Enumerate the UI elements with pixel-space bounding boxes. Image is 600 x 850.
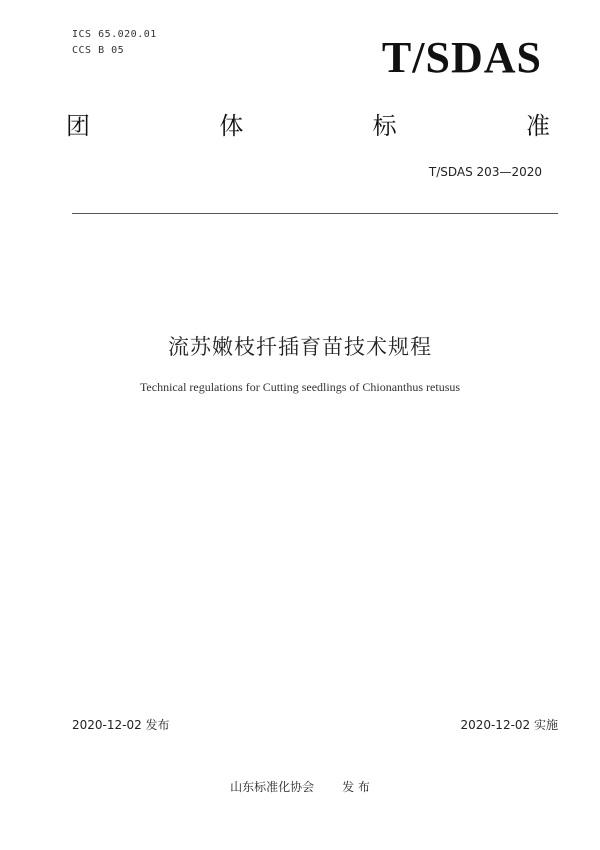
implement-date: 2020-12-02 实施 bbox=[460, 718, 558, 732]
publish-date: 2020-12-02 发布 bbox=[72, 718, 170, 732]
standard-type-char: 体 bbox=[219, 112, 244, 140]
standard-logo: T/SDAS bbox=[381, 33, 542, 82]
issuer-name: 山东标准化协会 bbox=[230, 780, 315, 794]
ccs-code: CCS B 05 bbox=[72, 45, 125, 56]
standard-type-char: 准 bbox=[525, 112, 550, 140]
issue-action: 发 布 bbox=[342, 780, 370, 794]
standard-type-char: 标 bbox=[372, 112, 397, 140]
title-english: Technical regulations for Cutting seedlings of Chionanthus retusus bbox=[139, 380, 461, 394]
header-divider bbox=[72, 213, 558, 214]
standard-type-char: 团 bbox=[66, 112, 90, 140]
issuer-line bbox=[0, 778, 600, 795]
document-number: T/SDAS 203—2020 bbox=[428, 165, 542, 179]
title-chinese: 流苏嫩枝扦插育苗技术规程 bbox=[168, 335, 432, 359]
standard-type-heading bbox=[66, 114, 550, 138]
ics-code: ICS 65.020.01 bbox=[72, 29, 157, 40]
